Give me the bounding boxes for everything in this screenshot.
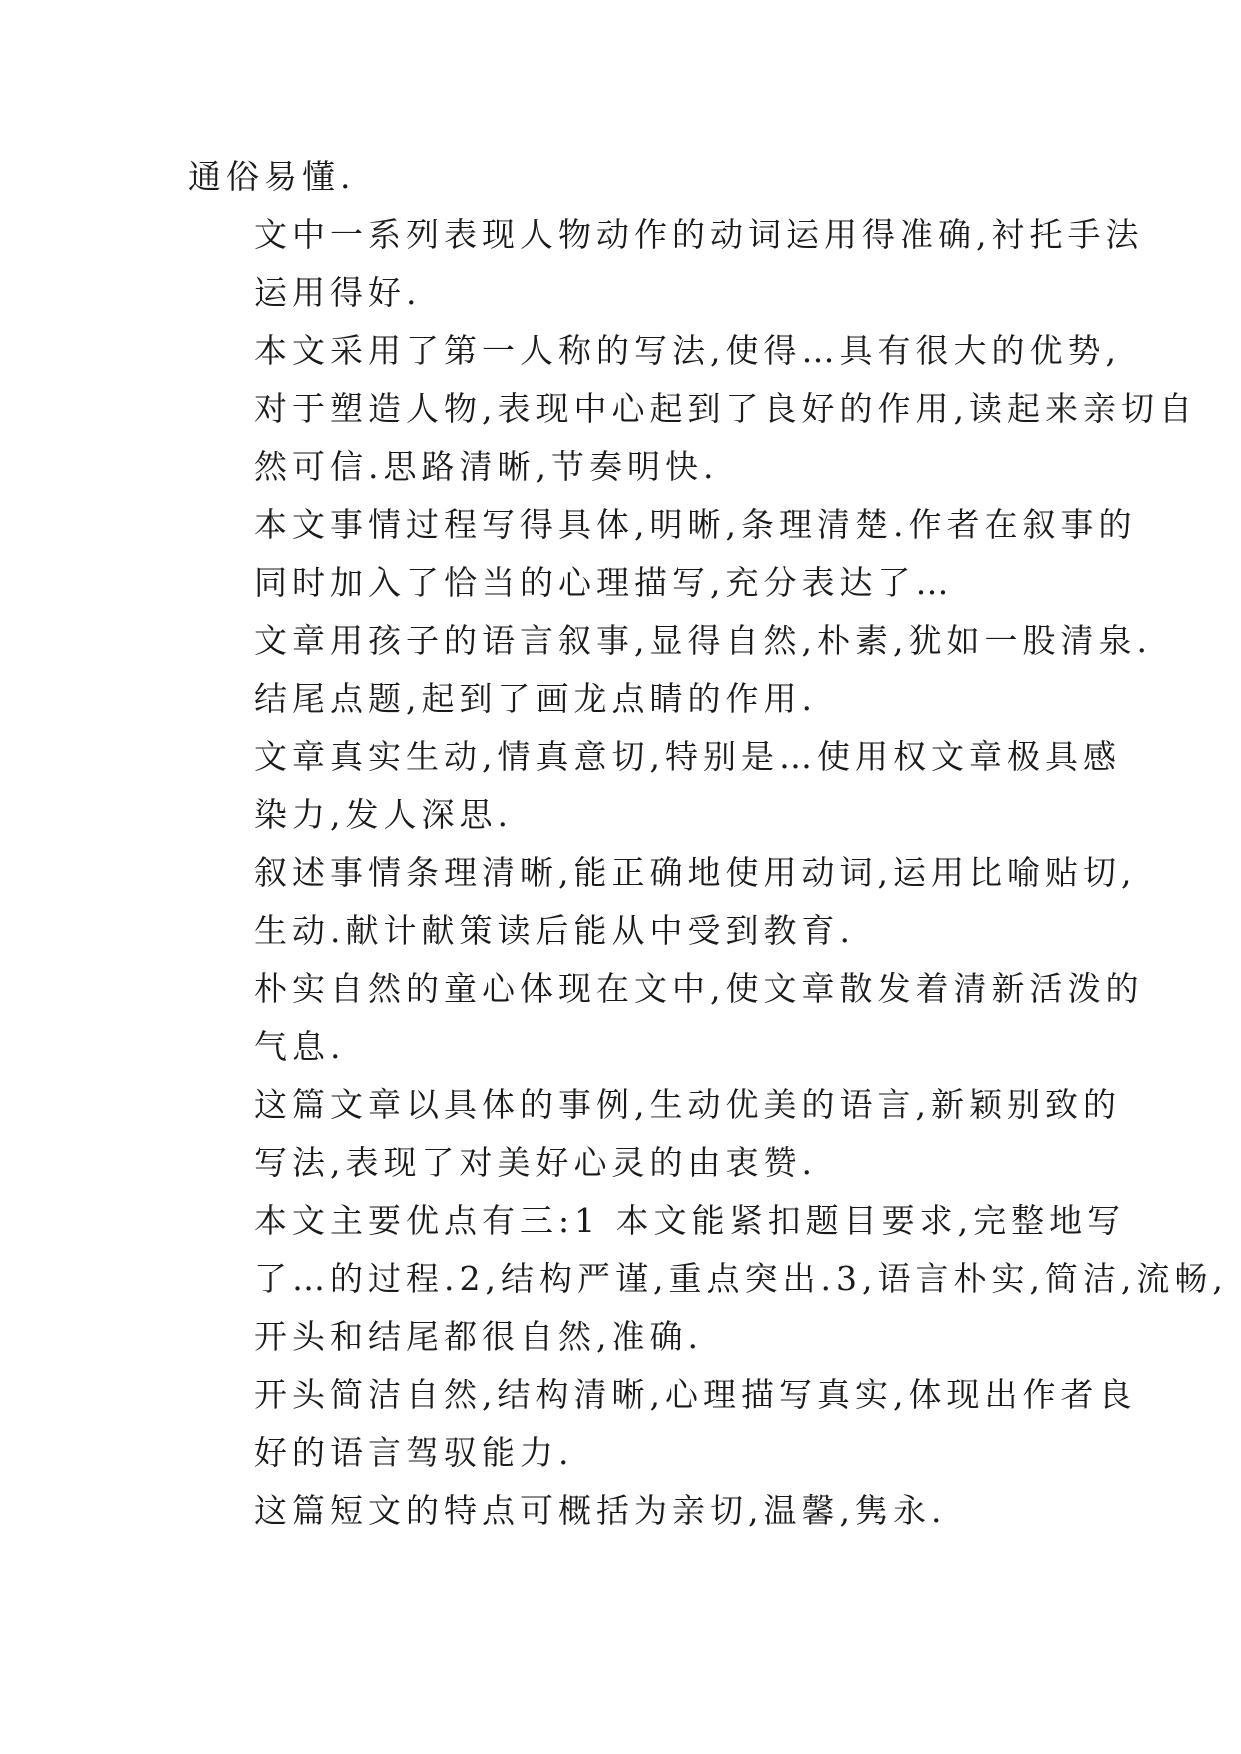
text-line: 文中一系列表现人物动作的动词运用得准确,衬托手法 xyxy=(254,215,1144,254)
paragraph xyxy=(188,844,1137,960)
text-line: 朴实自然的童心体现在文中,使文章散发着清新活泼的 xyxy=(254,969,1144,1008)
text-line: 叙述事情条理清晰,能正确地使用动词,运用比喻贴切, xyxy=(254,853,1137,892)
paragraph xyxy=(188,322,1197,496)
paragraph xyxy=(188,612,1152,728)
text-line: 本文事情过程写得具体,明晰,条理清楚.作者在叙事的 xyxy=(254,505,1137,544)
paragraph xyxy=(188,1192,1228,1366)
paragraph xyxy=(188,206,1144,322)
text-line: 然可信.思路清晰,节奏明快. xyxy=(254,447,719,486)
text-line: 文章真实生动,情真意切,特别是…使用权文章极具感 xyxy=(254,737,1121,776)
text-line: 好的语言驾驭能力. xyxy=(254,1433,574,1472)
text-line: 本文采用了第一人称的写法,使得…具有很大的优势, xyxy=(254,331,1121,370)
text-line: 运用得好. xyxy=(254,273,422,312)
paragraph xyxy=(188,1076,1121,1192)
text-line: 同时加入了恰当的心理描写,充分表达了… xyxy=(254,563,954,602)
paragraph xyxy=(188,728,1121,844)
text-line: 对于塑造人物,表现中心起到了良好的作用,读起来亲切自 xyxy=(254,389,1197,428)
paragraph xyxy=(188,960,1144,1076)
text-line: 染力,发人深思. xyxy=(254,795,513,834)
text-line: 生动.献计献策读后能从中受到教育. xyxy=(254,911,855,950)
text-line: 这篇文章以具体的事例,生动优美的语言,新颖别致的 xyxy=(254,1085,1121,1124)
text-line: 结尾点题,起到了画龙点睛的作用. xyxy=(254,679,817,718)
text-line: 文章用孩子的语言叙事,显得自然,朴素,犹如一股清泉. xyxy=(254,621,1152,660)
text-line: 开头简洁自然,结构清晰,心理描写真实,体现出作者良 xyxy=(254,1375,1137,1414)
document-body xyxy=(188,148,1228,1540)
text-line: 气息. xyxy=(254,1027,346,1066)
paragraph xyxy=(188,148,1060,206)
paragraph xyxy=(188,1366,1137,1482)
text-line: 通俗易懂. xyxy=(188,157,356,196)
paragraph xyxy=(188,1482,1060,1540)
text-line: 本文主要优点有三:1 本文能紧扣题目要求,完整地写 xyxy=(254,1201,1126,1240)
text-line: 开头和结尾都很自然,准确. xyxy=(254,1317,703,1356)
text-line: 这篇短文的特点可概括为亲切,温馨,隽永. xyxy=(254,1491,947,1530)
paragraph xyxy=(188,496,1137,612)
text-line: 写法,表现了对美好心灵的由衷赞. xyxy=(254,1143,817,1182)
text-line: 了…的过程.2,结构严谨,重点突出.3,语言朴实,简洁,流畅, xyxy=(254,1259,1228,1298)
